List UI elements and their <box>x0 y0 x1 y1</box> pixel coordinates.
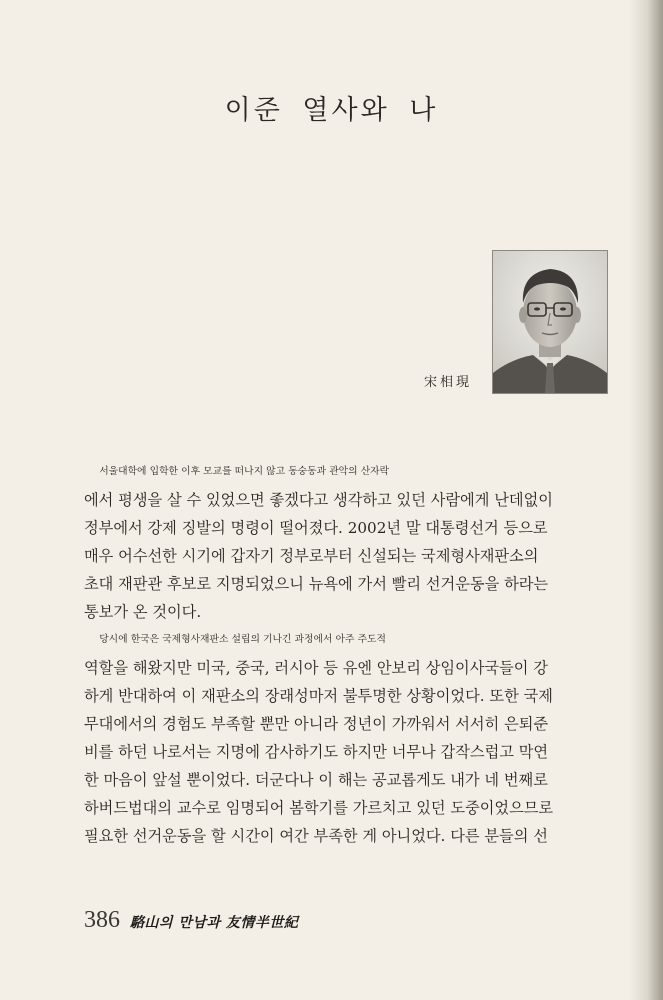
text-line: 역할을 해왔지만 미국, 중국, 러시아 등 유엔 안보리 상임이사국들이 강 <box>84 659 548 677</box>
text-line: 통보가 온 것이다. <box>84 603 202 621</box>
author-portrait-image <box>493 251 607 393</box>
paragraph-1 <box>84 458 610 626</box>
book-title: 駱山의 만남과 友情半世紀 <box>130 915 299 931</box>
page-footer <box>84 907 298 934</box>
paragraph-2 <box>84 626 610 850</box>
text-line: 하게 반대하여 이 재판소의 장래성마저 불투명한 상황이었다. 또한 국제 <box>84 687 553 705</box>
text-line: 서울대학에 입학한 이후 모교를 떠나지 않고 동숭동과 관악의 산자락 <box>99 466 390 477</box>
page-number: 386 <box>84 907 120 933</box>
text-line: 초대 재판관 후보로 지명되었으니 뉴욕에 가서 빨리 선거운동을 하라는 <box>84 575 549 593</box>
text-line: 한 마음이 앞설 뿐이었다. 더군다나 이 해는 공교롭게도 내가 네 번째로 <box>84 771 548 789</box>
page-gutter-shadow <box>629 0 663 1000</box>
author-name: 宋相現 <box>424 375 473 390</box>
text-line: 정부에서 강제 징발의 명령이 떨어졌다. 2002년 말 대통령선거 등으로 <box>84 519 548 537</box>
article-body <box>84 458 610 850</box>
text-line: 당시에 한국은 국제형사재판소 설립의 기나긴 과정에서 아주 주도적 <box>99 634 386 645</box>
page-title: 이준 열사와 나 <box>224 95 439 126</box>
text-line: 하버드법대의 교수로 임명되어 봄학기를 가르치고 있던 도중이었으므로 <box>84 799 554 817</box>
author-portrait <box>492 250 608 394</box>
text-line: 매우 어수선한 시기에 갑자기 정부로부터 신설되는 국제형사재판소의 <box>84 547 539 565</box>
text-line: 비를 하던 나로서는 지명에 감사하기도 하지만 너무나 갑작스럽고 막연 <box>84 743 549 761</box>
text-line: 필요한 선거운동을 할 시간이 여간 부족한 게 아니었다. 다른 분들의 선 <box>84 827 548 845</box>
text-line: 에서 평생을 살 수 있었으면 좋겠다고 생각하고 있던 사람에게 난데없이 <box>84 491 553 509</box>
text-line: 무대에서의 경험도 부족할 뿐만 아니라 정년이 가까워서 서서히 은퇴준 <box>84 715 549 733</box>
